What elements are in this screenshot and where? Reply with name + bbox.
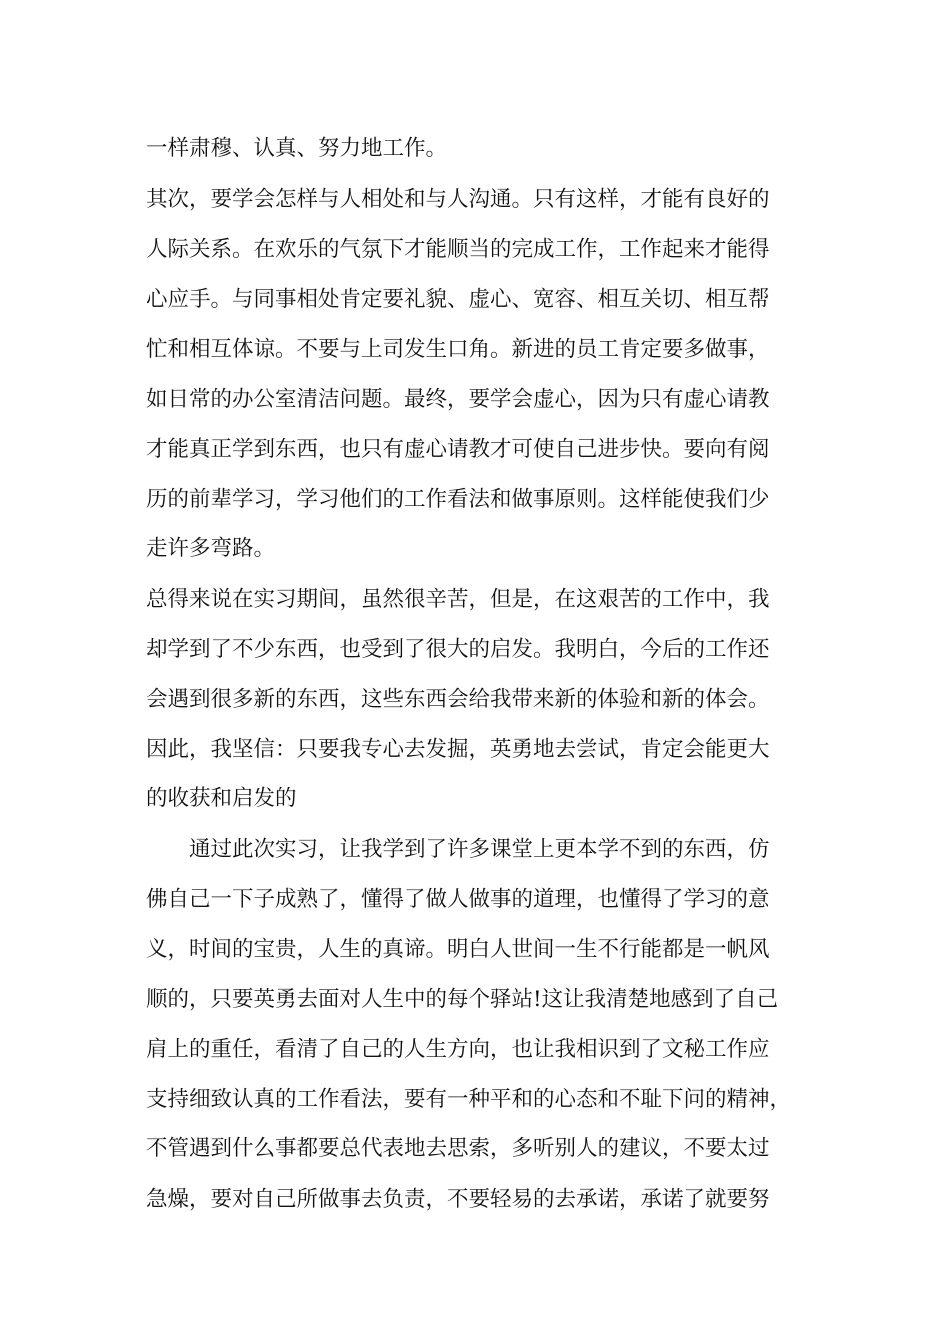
text-line: 的收获和启发的	[146, 786, 297, 811]
text-line: 如日常的办公室清洁问题。最终，要学会虚心，因为只有虚心请教	[146, 387, 770, 412]
text-line: 不管遇到什么事都要总代表地去思索，多听别人的建议，不要太过	[146, 1136, 770, 1161]
text-line: 因此，我坚信：只要我专心去发掘，英勇地去尝试，肯定会能更大	[146, 737, 770, 762]
text-line: 总得来说在实习期间，虽然很辛苦，但是，在这艰苦的工作中，我	[146, 587, 770, 612]
text-line: 支持细致认真的工作看法，要有一种平和的心态和不耻下问的精神，	[146, 1087, 792, 1112]
text-line: 顺的，只要英勇去面对人生中的每个驿站!这让我清楚地感到了自己	[146, 987, 779, 1012]
text-line: 急燥，要对自己所做事去负责，不要轻易的去承诺，承诺了就要努	[146, 1187, 770, 1212]
text-line: 人际关系。在欢乐的气氛下才能顺当的完成工作，工作起来才能得	[146, 237, 770, 262]
paragraph-first-line: 通过此次实习，让我学到了许多课堂上更本学不到的东西，仿	[189, 837, 770, 862]
text-line: 却学到了不少东西，也受到了很大的启发。我明白，今后的工作还	[146, 637, 770, 662]
text-line: 才能真正学到东西，也只有虚心请教才可使自己进步快。要向有阅	[146, 437, 770, 462]
text-line: 忙和相互体谅。不要与上司发生口角。新进的员工肯定要多做事，	[146, 337, 770, 362]
text-line: 一样肃穆、认真、努力地工作。	[146, 136, 448, 161]
text-line: 历的前辈学习，学习他们的工作看法和做事原则。这样能使我们少	[146, 487, 770, 512]
text-line: 其次，要学会怎样与人相处和与人沟通。只有这样，才能有良好的	[146, 187, 770, 212]
text-line: 肩上的重任，看清了自己的人生方向，也让我相识到了文秘工作应	[146, 1037, 770, 1062]
text-line: 义，时间的宝贵，人生的真谛。明白人世间一生不行能都是一帆风	[146, 937, 770, 962]
text-line: 走许多弯路。	[146, 536, 276, 561]
text-line: 会遇到很多新的东西，这些东西会给我带来新的体验和新的体会。	[146, 687, 770, 712]
text-line: 佛自己一下子成熟了，懂得了做人做事的道理，也懂得了学习的意	[146, 887, 770, 912]
text-line: 心应手。与同事相处肯定要礼貌、虚心、宽容、相互关切、相互帮	[146, 287, 770, 312]
